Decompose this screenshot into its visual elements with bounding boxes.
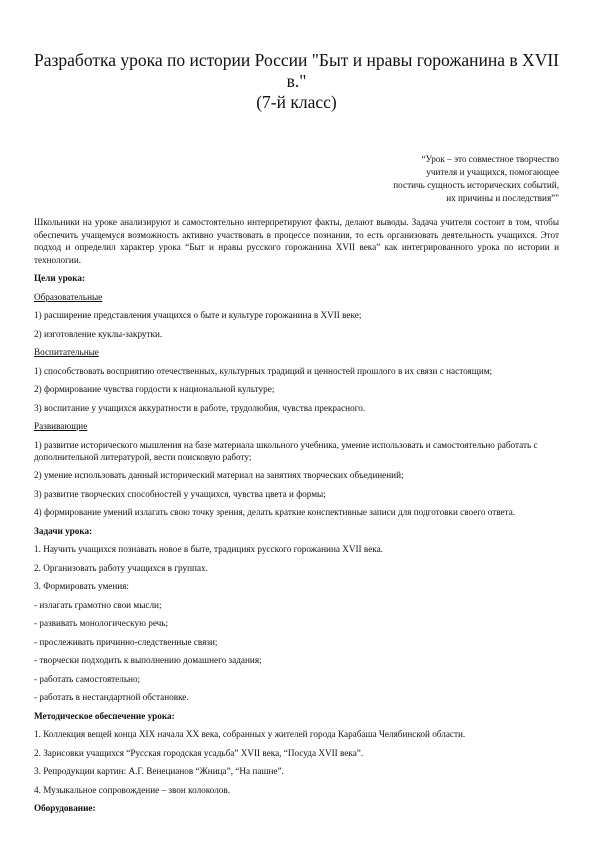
methodical-heading: Методическое обеспечение урока: xyxy=(34,710,175,721)
methodical-item: 1. Коллекция вещей конца XIX начала XX века, собранных у жителей города Карабаша Челябинской области. xyxy=(34,729,466,739)
epigraph-line: “Урок – это совместное творчество xyxy=(421,154,559,164)
developing-goals-heading: Развивающие xyxy=(34,421,88,431)
task-item: 1. Научить учащихся познавать новое в быте, традициях русского горожанина XVII века. xyxy=(34,544,383,554)
title-line-1: Разработка урока по истории России "Быт и нравы горожанина в XVII в." xyxy=(34,50,559,91)
page-title xyxy=(34,50,559,113)
task-item: - прослеживать причинно-следственные связи; xyxy=(34,636,218,647)
task-item: 3. Формировать умения: xyxy=(34,581,129,591)
methodical-item: 2. Зарисовки учащихся “Русская городская усадьба” XVII века, “Посуда XVII века”. xyxy=(34,747,364,758)
upbringing-goals-heading: Воспитательные xyxy=(34,347,99,357)
upbringing-goal-item: 2) формирование чувства гордости к национальной культуре; xyxy=(34,384,275,394)
epigraph-line: постичь сущность исторических событий, xyxy=(393,180,559,190)
developing-goal-item: 4) формирование умений излагать свою точку зрения, делать краткие конспективные записи для подготовки своего ответа. xyxy=(34,507,516,517)
methodical-item: 3. Репродукции картин: А.Г. Венецианов “Жница”, “На пашне”. xyxy=(34,766,284,776)
developing-goal-item: 3) развитие творческих способностей у учащихся, чувства цвета и формы; xyxy=(34,488,326,499)
epigraph xyxy=(34,153,559,205)
upbringing-goal-item: 1) способствовать восприятию отечественных, культурных традиций и ценностей прошлого в их связи с настоящим; xyxy=(34,365,493,376)
task-item: - работать в нестандартной обстановке. xyxy=(34,692,189,702)
educational-goals-heading: Образовательные xyxy=(34,291,103,302)
developing-goal-item: 1) развитие исторического мышления на базе материала школьного учебника, умение использовать и самостоятельно работать с дополнительной литературой, вести поисковую работу; xyxy=(34,439,538,462)
task-item: - развивать монологическую речь; xyxy=(34,618,169,628)
task-item: - творчески подходить к выполнению домашнего задания; xyxy=(34,655,262,665)
developing-goal-item: 2) умение использовать данный исторический материал на занятиях творческих объединений; xyxy=(34,470,404,480)
methodical-item: 4. Музыкальное сопровождение – звон колоколов. xyxy=(34,784,231,795)
title-line-2: (7-й класс) xyxy=(256,92,337,112)
task-item: - излагать грамотно свои мысли; xyxy=(34,599,162,610)
task-item: - работать самостоятельно; xyxy=(34,673,141,684)
tasks-heading: Задачи урока: xyxy=(34,525,93,536)
equipment-heading: Оборудование: xyxy=(34,803,96,813)
epigraph-line: их причины и последствия”" xyxy=(446,193,559,203)
upbringing-goal-item: 3) воспитание у учащихся аккуратности в работе, трудолюбия, чувства прекрасного. xyxy=(34,402,366,413)
educational-goal-item: 1) расширение представления учащихся о быте и культуре горожанина в XVII веке; xyxy=(34,310,362,320)
goals-heading: Цели урока: xyxy=(34,273,86,283)
epigraph-line: учителя и учащихся, помогающее xyxy=(426,167,559,177)
intro-paragraph: Школьники на уроке анализируют и самостоятельно интерпретируют факты, делают выводы. Задача учителя состоит в том, чтобы обеспечить учащемуся возможность активно участвовать в процессе познания, то есть организовать деятельность учащихся. Этот подход и определил характер урока “Быт и нравы русского горожанина XVII века” как интегрированного урока по истории и технологии. xyxy=(34,217,559,265)
educational-goal-item: 2) изготовление куклы-закрутки. xyxy=(34,328,163,339)
task-item: 2. Организовать работу учащихся в группах. xyxy=(34,562,208,573)
